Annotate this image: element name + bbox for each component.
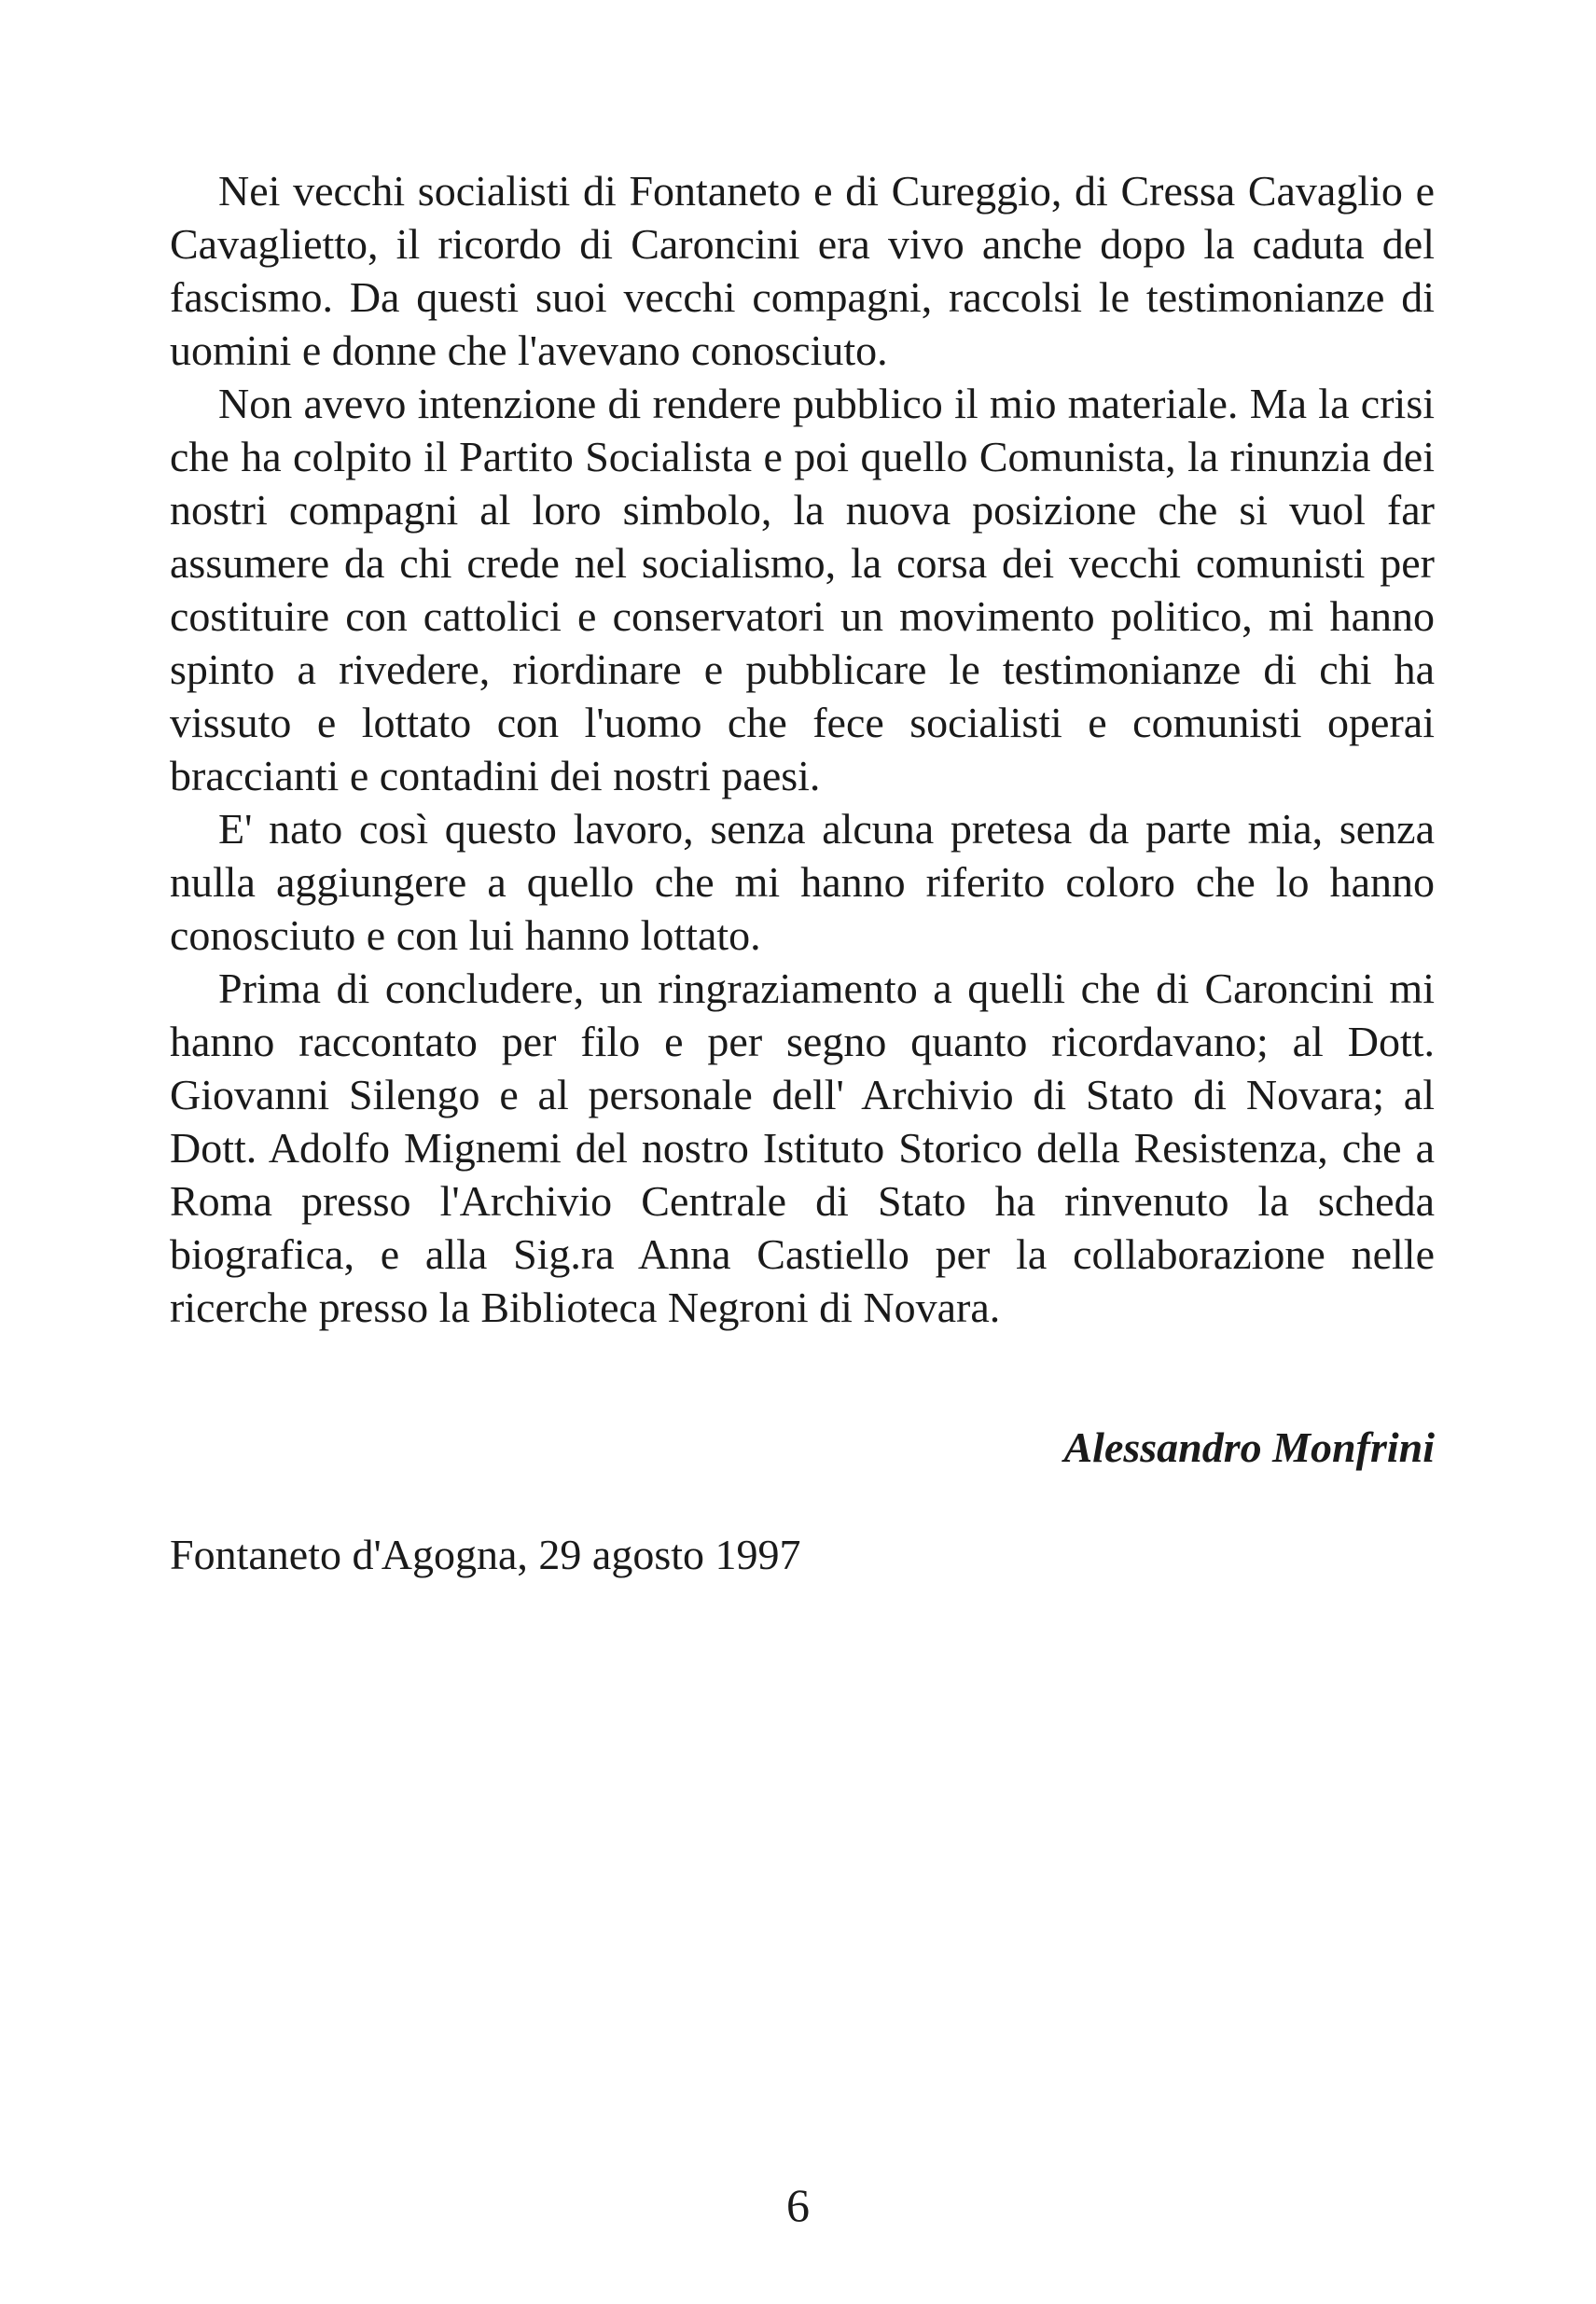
paragraph-3: E' nato così questo lavoro, senza alcuna pretesa da parte mia, senza nulla aggiungere a quello che mi hanno riferito coloro che lo hanno conosciuto e con lui hanno lottato.: [170, 805, 1435, 959]
author-signature: Alessandro Monfrini: [1063, 1423, 1435, 1471]
page-number: 6: [786, 2179, 810, 2231]
place-and-date: Fontaneto d'Agogna, 29 agosto 1997: [170, 1531, 801, 1578]
body-text: [170, 164, 1435, 1334]
paragraph-1: Nei vecchi socialisti di Fontaneto e di Cureggio, di Cressa Cavaglio e Cavaglietto, il ricordo di Caroncini era vivo anche dopo la caduta del fascismo. Da questi suoi vecchi compagni, raccolsi le testimonianze di uomini e donne che l'avevano conosciuto.: [170, 167, 1435, 374]
paragraph-4: Prima di concludere, un ringraziamento a quelli che di Caroncini mi hanno raccontato per filo e per segno quanto ricordavano; al Dott. Giovanni Silengo e al personale dell' Archivio di Stato di Novara; al Dott. Adolfo Mignemi del nostro Istituto Storico della Resistenza, che a Roma presso l'Archivio Centrale di Stato ha rinvenuto la scheda biografica, e alla Sig.ra Anna Castiello per la collaborazione nelle ricerche presso la Biblioteca Negroni di Novara.: [170, 965, 1435, 1331]
paragraph-2: Non avevo intenzione di rendere pubblico il mio materiale. Ma la crisi che ha colpito il Partito Socialista e poi quello Comunista, la rinunzia dei nostri compagni al loro simbolo, la nuova posizione che si vuol far assumere da chi crede nel socialismo, la corsa dei vecchi comunisti per costituire con cattolici e conservatori un movimento politico, mi hanno spinto a rivedere, riordinare e pubblicare le testimonianze di chi ha vissuto e lottato con l'uomo che fece socialisti e comunisti operai braccianti e contadini dei nostri paesi.: [170, 380, 1435, 799]
